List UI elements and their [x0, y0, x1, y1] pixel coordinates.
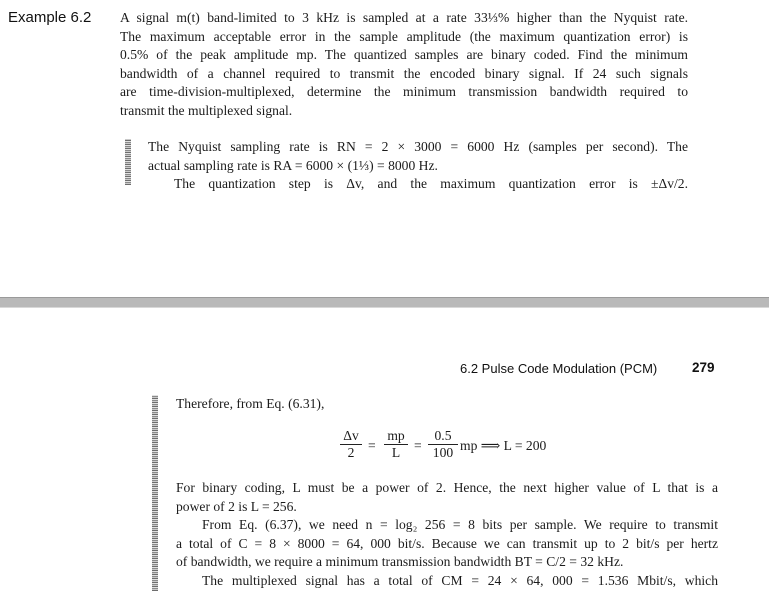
- equation-fraction: [428, 428, 458, 461]
- fraction-numerator: mp: [384, 428, 408, 445]
- fraction-numerator: Δv: [340, 428, 362, 445]
- body-line: power of 2 is L = 256.: [176, 498, 297, 514]
- solution-margin-bar: [152, 395, 158, 591]
- solution-text: [148, 138, 688, 194]
- fraction-numerator: 0.5: [428, 428, 458, 445]
- problem-statement: [120, 9, 688, 121]
- equation-fraction: [384, 428, 408, 461]
- body-line: of bandwidth, we require a minimum transmission bandwidth BT = C/2 = 32 kHz.: [176, 554, 624, 570]
- solution-line: actual sampling rate is RA = 6000 × (1⅓) = 8000 Hz.: [148, 157, 438, 173]
- problem-line: The maximum acceptable error in the sample amplitude (the maximum quantization error) is: [120, 28, 688, 44]
- example-label: Example 6.2: [8, 9, 92, 26]
- problem-line: are time-division-multiplexed, determine the minimum transmission bandwidth required to: [120, 84, 688, 100]
- equation-fraction: [340, 428, 362, 461]
- therefore-line: Therefore, from Eq. (6.31),: [176, 396, 325, 411]
- equation-result: mp ⟹ L = 200: [460, 438, 547, 453]
- problem-line: bandwidth of a channel required to transmit the encoded binary signal. If 24 such signals: [120, 65, 688, 81]
- fraction-denominator: L: [391, 445, 401, 460]
- quantization-equation: [340, 428, 600, 468]
- body-line: a total of C = 8 × 8000 = 64, 000 bit/s. Because we can transmit up to 2 bit/s per hertz: [176, 535, 718, 551]
- page-separator: [0, 297, 769, 308]
- solution-margin-bar: [125, 139, 131, 185]
- fraction-denominator: 100: [432, 445, 454, 460]
- equals-sign: =: [414, 438, 422, 453]
- problem-line: 0.5% of the peak amplitude mp. The quantized samples are binary coded. Find the minimum: [120, 47, 688, 63]
- running-head: 6.2 Pulse Code Modulation (PCM): [460, 361, 658, 376]
- body-line: From Eq. (6.37), we need n = log₂ 256 = 8 bits per sample. We require to transmit: [202, 517, 718, 533]
- therefore-text: [176, 395, 446, 414]
- binary-coding-text: [176, 479, 718, 591]
- problem-line: A signal m(t) band-limited to 3 kHz is sampled at a rate 33⅓% higher than the Nyquist rate.: [120, 10, 688, 25]
- problem-line: transmit the multiplexed signal.: [120, 102, 293, 118]
- equals-sign: =: [368, 438, 376, 453]
- solution-line: The Nyquist sampling rate is RN = 2 × 3000 = 6000 Hz (samples per second). The: [148, 139, 688, 154]
- body-line: For binary coding, L must be a power of 2. Hence, the next higher value of L that is a: [176, 480, 718, 495]
- body-line: The multiplexed signal has a total of CM = 24 × 64, 000 = 1.536 Mbit/s, which: [202, 572, 718, 588]
- page-number: 279: [692, 360, 715, 375]
- solution-line: The quantization step is Δv, and the maximum quantization error is ±Δv/2.: [174, 176, 688, 192]
- fraction-denominator: 2: [347, 445, 355, 460]
